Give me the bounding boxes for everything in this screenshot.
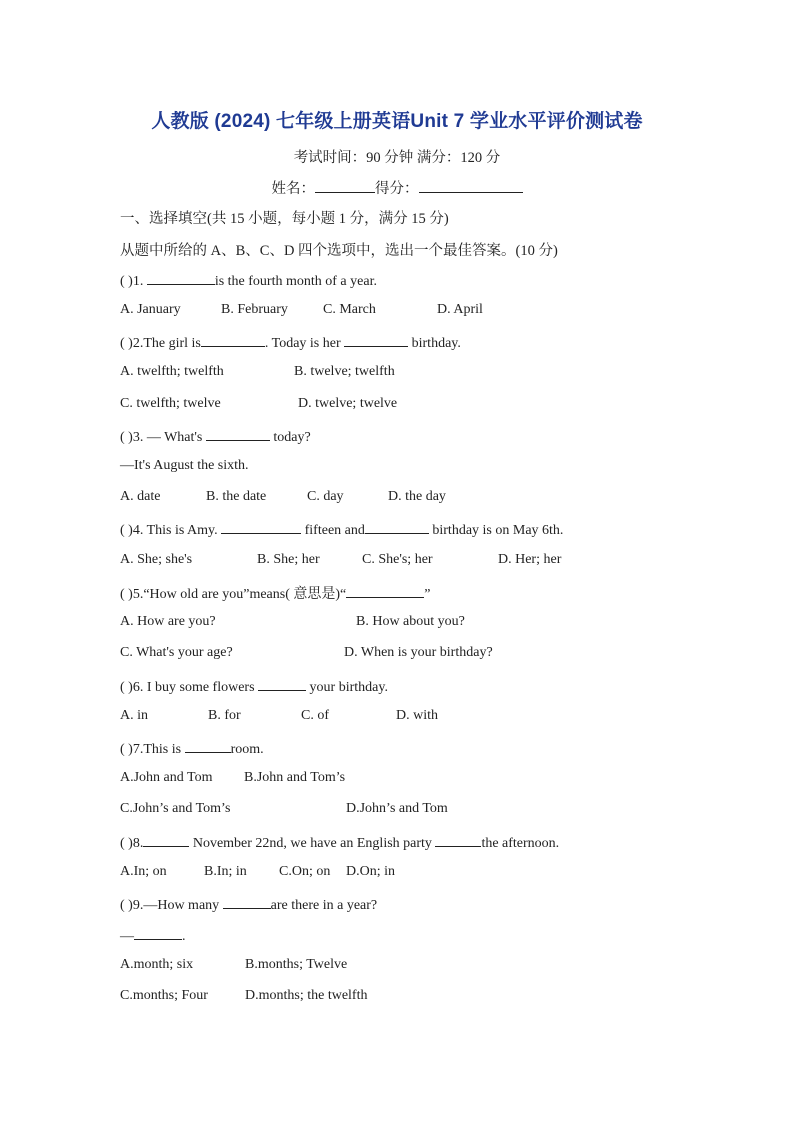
- option-a[interactable]: A.John and Tom: [120, 770, 213, 785]
- question-2: [120, 333, 720, 353]
- name-blank[interactable]: [315, 178, 375, 193]
- option-a[interactable]: A. date: [120, 489, 161, 504]
- answer-paren[interactable]: ( ): [120, 680, 133, 695]
- options-4: [120, 552, 720, 572]
- name-score-line: [0, 177, 794, 198]
- question-9: [120, 895, 720, 915]
- option-b[interactable]: B.months; Twelve: [245, 957, 348, 972]
- exam-title: 人教版 (2024) 七年级上册英语Unit 7 学业水平评价测试卷: [151, 111, 643, 132]
- option-c[interactable]: C. She's; her: [362, 552, 433, 567]
- question-text: November 22nd, we have an English party: [189, 836, 436, 851]
- answer-paren[interactable]: ( ): [120, 274, 133, 289]
- question-text: your birthday.: [306, 680, 388, 695]
- option-d[interactable]: D.months; the twelfth: [245, 988, 368, 1003]
- fill-blank: [206, 427, 270, 441]
- section-heading: 一、选择填空(共 15 小题，每小题 1 分，满分 15 分): [120, 211, 449, 227]
- fill-blank: [147, 271, 215, 285]
- option-b[interactable]: B.John and Tom’s: [244, 770, 346, 785]
- option-c[interactable]: C.months; Four: [120, 988, 208, 1003]
- options-7b: [120, 801, 720, 821]
- option-d[interactable]: D. When is your birthday?: [344, 645, 493, 660]
- option-b[interactable]: B. How about you?: [356, 614, 465, 629]
- question-text: 6. I buy some flowers: [132, 680, 259, 695]
- options-3: [120, 489, 720, 509]
- score-label: 得分：: [375, 181, 419, 197]
- option-a[interactable]: A. twelfth; twelfth: [120, 364, 224, 379]
- question-text: room.: [230, 742, 264, 757]
- question-text: are there in a year?: [270, 898, 378, 913]
- section-instruction: 从题中所给的 A、B、C、D 四个选项中，选出一个最佳答案。(10 分): [120, 243, 558, 259]
- question-text: the afternoon.: [481, 836, 560, 851]
- question-text: . Today is her: [264, 336, 345, 351]
- question-6: [120, 677, 720, 697]
- options-7a: [120, 770, 720, 790]
- question-text: 7.This is: [132, 742, 185, 757]
- question-text: 3. — What's: [132, 430, 206, 445]
- question-7: [120, 739, 720, 759]
- question-8: [120, 833, 720, 853]
- option-a[interactable]: A.month; six: [120, 957, 194, 972]
- fill-blank: [223, 895, 271, 909]
- question-text: birthday.: [408, 336, 461, 351]
- option-b[interactable]: B. She; her: [257, 552, 320, 567]
- fill-blank: [258, 677, 306, 691]
- options-1: [120, 302, 720, 322]
- option-a[interactable]: A. How are you?: [120, 614, 216, 629]
- question-4: [120, 520, 720, 540]
- option-c[interactable]: C. twelfth; twelve: [120, 396, 221, 411]
- fill-blank: [365, 520, 429, 534]
- question-text: fifteen and: [301, 523, 365, 538]
- option-c[interactable]: C. day: [307, 489, 344, 504]
- question-text: 8.: [132, 836, 144, 851]
- answer-dash: —: [120, 929, 134, 944]
- option-a[interactable]: A. She; she's: [120, 552, 193, 567]
- option-b[interactable]: B. for: [208, 708, 241, 723]
- fill-blank: [435, 833, 481, 847]
- question-text: 5.“How old are you”means( 意思是)“: [132, 587, 347, 602]
- answer-paren[interactable]: ( ): [120, 742, 133, 757]
- option-c[interactable]: C. March: [323, 302, 376, 317]
- options-5b: [120, 645, 720, 665]
- options-5a: [120, 614, 720, 634]
- options-9a: [120, 957, 720, 977]
- option-b[interactable]: B. February: [221, 302, 288, 317]
- option-c[interactable]: C. of: [301, 708, 329, 723]
- answer-paren[interactable]: ( ): [120, 587, 133, 602]
- option-d[interactable]: D.On; in: [346, 864, 395, 879]
- answer-line-9: [120, 926, 720, 946]
- fill-blank: [221, 520, 301, 534]
- option-a[interactable]: A. in: [120, 708, 148, 723]
- options-6: [120, 708, 720, 728]
- fill-blank: [143, 833, 189, 847]
- option-c[interactable]: C. What's your age?: [120, 645, 233, 660]
- option-d[interactable]: D. with: [396, 708, 438, 723]
- answer-paren[interactable]: ( ): [120, 523, 133, 538]
- score-blank[interactable]: [419, 178, 523, 193]
- answer-paren[interactable]: ( ): [120, 836, 133, 851]
- question-1: [120, 271, 720, 291]
- option-b[interactable]: B. twelve; twelfth: [294, 364, 395, 379]
- question-text: today?: [269, 430, 311, 445]
- option-d[interactable]: D. the day: [388, 489, 446, 504]
- option-b[interactable]: B.In; in: [204, 864, 247, 879]
- options-9b: [120, 988, 720, 1008]
- answer-period: .: [182, 929, 186, 944]
- answer-line-3: —It's August the sixth.: [120, 458, 249, 473]
- fill-blank: [201, 333, 265, 347]
- option-c[interactable]: C.On; on: [279, 864, 331, 879]
- options-2b: [120, 396, 720, 416]
- answer-paren[interactable]: ( ): [120, 898, 133, 913]
- fill-blank: [344, 333, 408, 347]
- question-text: ”: [424, 587, 431, 602]
- question-text: 1.: [132, 274, 147, 289]
- exam-time-score: 考试时间：90 分钟 满分：120 分: [293, 150, 501, 166]
- option-d[interactable]: D. April: [437, 302, 483, 317]
- option-a[interactable]: A.In; on: [120, 864, 167, 879]
- question-text: birthday is on May 6th.: [428, 523, 564, 538]
- option-d[interactable]: D. Her; her: [498, 552, 562, 567]
- option-c[interactable]: C.John’s and Tom’s: [120, 801, 231, 816]
- question-text: 9.—How many: [132, 898, 223, 913]
- answer-paren[interactable]: ( ): [120, 430, 133, 445]
- fill-blank: [346, 584, 424, 598]
- question-3: [120, 427, 720, 447]
- question-text: 4. This is Amy.: [132, 523, 222, 538]
- question-text: 2.The girl is: [132, 336, 201, 351]
- options-2a: [120, 364, 720, 384]
- question-text: is the fourth month of a year.: [214, 274, 377, 289]
- answer-paren[interactable]: ( ): [120, 336, 133, 351]
- fill-blank: [185, 739, 231, 753]
- option-d[interactable]: D.John’s and Tom: [346, 801, 448, 816]
- fill-blank: [134, 926, 182, 940]
- question-5: [120, 583, 720, 603]
- name-label: 姓名：: [271, 181, 315, 197]
- option-a[interactable]: A. January: [120, 302, 181, 317]
- option-d[interactable]: D. twelve; twelve: [298, 396, 398, 411]
- options-8: [120, 864, 720, 884]
- option-b[interactable]: B. the date: [206, 489, 267, 504]
